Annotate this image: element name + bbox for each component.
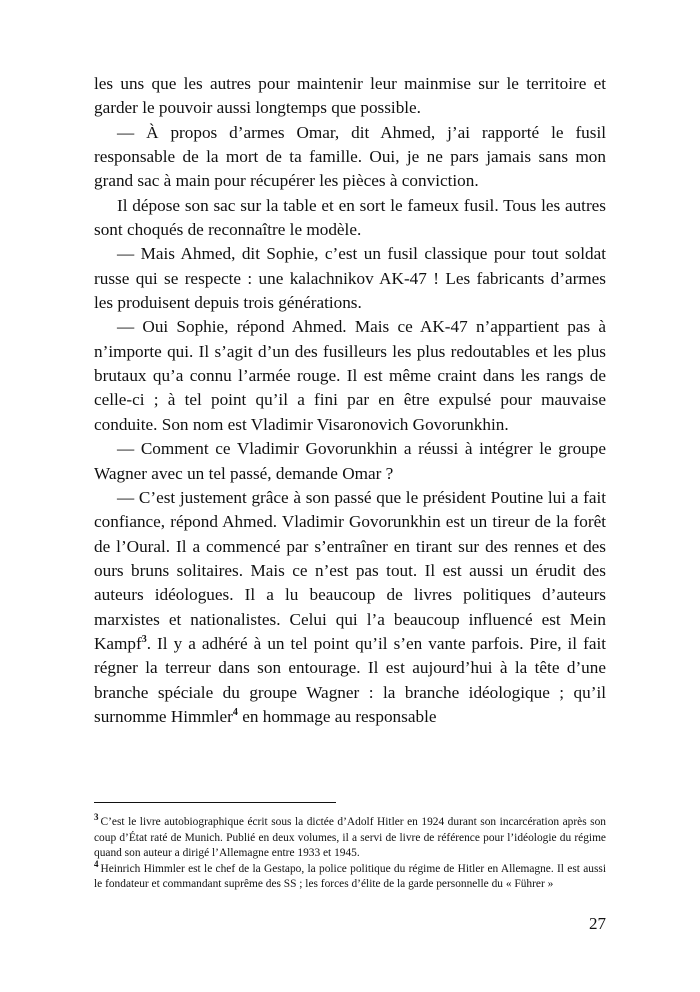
- footnote-number: 4: [94, 858, 99, 869]
- paragraph-7-part-a: — C’est justement grâce à son passé que le président Poutine lui a fait confiance, répond Ahmed. Vladimir Govorunkhin est un tireur de la forêt de l’Oural. Il a commencé par s’entraîner en tirant sur des rennes et des ours bruns solitaires. Mais ce n’est pas tout. Il est aussi un érudit des auteurs idéologues. Il a lu beaucoup de livres politiques d’auteurs marxistes et nationalistes. Celui qui l’a beaucoup influencé est Mein Kampf: [94, 487, 606, 653]
- paragraph-3: Il dépose son sac sur la table et en sort le fameux fusil. Tous les autres sont choqués de reconnaître le modèle.: [94, 195, 606, 240]
- paragraph-7: [94, 486, 606, 729]
- paragraph-7-part-b: . Il y a adhéré à un tel point qu’il s’en vante parfois. Pire, il fait régner la terreur dans son entourage. Il est aujourd’hui à la tête d’une branche spéciale du groupe Wagner : la branche idéologique ; qu’il surnomme Himmler: [94, 633, 606, 726]
- footnote-4: [94, 858, 606, 893]
- paragraph-1: les uns que les autres pour maintenir leur mainmise sur le territoire et garder le pouvoir aussi longtemps que possible.: [94, 74, 606, 118]
- footnotes: [94, 812, 606, 893]
- footnote-ref-4: 4: [232, 706, 238, 718]
- main-text: [94, 72, 606, 729]
- footnote-3: [94, 812, 606, 862]
- footnote-text: C’est le livre autobiographique écrit sous la dictée d’Adolf Hitler en 1924 durant son incarcération après son coup d’État raté de Munich. Publié en deux volumes, il a servi de livre de référence pour l’idéologie du régime quand son auteur a dirigé l’Allemagne entre 1933 et 1945.: [94, 816, 606, 860]
- footnote-number: 3: [94, 812, 99, 822]
- footnote-separator: [94, 802, 336, 803]
- paragraph-7-part-c: en hommage au responsable: [237, 706, 437, 726]
- paragraph-4: — Mais Ahmed, dit Sophie, c’est un fusil classique pour tout soldat russe qui se respecte : une kalachnikov AK-47 ! Les fabricants d’armes les produisent depuis trois générations.: [94, 244, 606, 313]
- paragraph-6: — Comment ce Vladimir Govorunkhin a réussi à intégrer le groupe Wagner avec un tel passé, demande Omar ?: [94, 439, 606, 483]
- page-number: 27: [589, 914, 606, 933]
- footnote-ref-3: 3: [141, 633, 147, 645]
- paragraph-5: — Oui Sophie, répond Ahmed. Mais ce AK-47 n’appartient pas à n’importe qui. Il s’agit d’un des fusilleurs les plus redoutables et les plus brutaux qu’a connu l’armée rouge. Il est même craint dans les rangs de celle-ci ; à tel point qu’il a fini par en être expulsé pour mauvaise conduite. Son nom est Vladimir Visaronovich Govorunkhin.: [94, 317, 606, 434]
- paragraph-2: — À propos d’armes Omar, dit Ahmed, j’ai rapporté le fusil responsable de la mort de ta famille. Oui, je ne pars jamais sans mon grand sac à main pour récupérer les pièces à conviction.: [94, 122, 606, 191]
- footnote-text: Heinrich Himmler est le chef de la Gestapo, la police politique du régime de Hitler en Allemagne. Il est aussi le fondateur et commandant suprême des SS ; les forces d’élite de la garde personnelle du « Führer »: [94, 862, 606, 891]
